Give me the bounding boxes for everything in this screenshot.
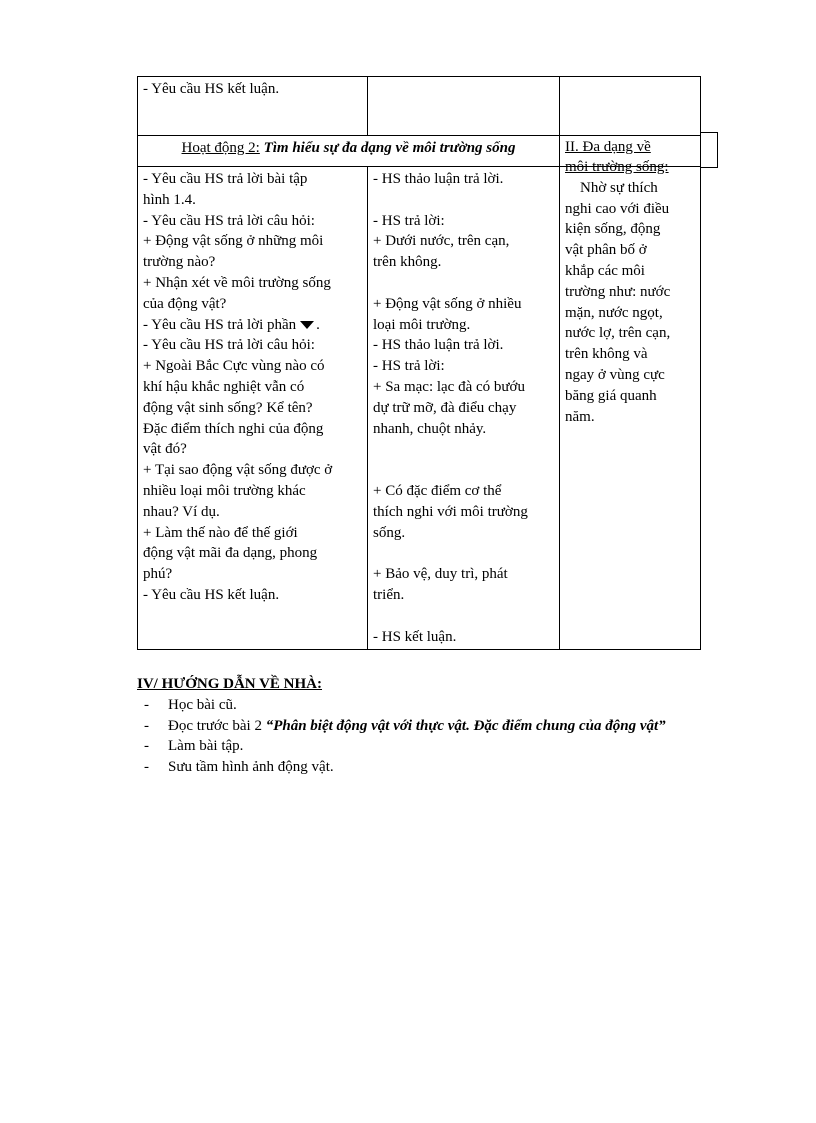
student-line: sống. (373, 524, 406, 541)
teacher-line: vật đó? (143, 441, 187, 458)
teacher-activities-cell (138, 167, 368, 650)
list-item (137, 695, 777, 716)
teacher-line: - Yêu cầu HS kết luận. (143, 586, 280, 603)
list-dash: - (144, 696, 149, 713)
student-line: trên không. (373, 254, 442, 271)
student-line: + Sa mạc: lạc đà có bướu (373, 378, 525, 395)
section-heading-line: II. Đa dạng về (565, 139, 651, 155)
teacher-cell-top (138, 77, 368, 136)
content-line: Nhờ sự thích (580, 179, 658, 196)
lesson-title-quote: “Phân biệt động vật với thực vật. Đặc điểm chung của động vật” (265, 717, 666, 734)
teacher-line: + Ngoài Bắc Cực vùng nào có (143, 358, 325, 375)
list-item (137, 757, 777, 778)
table-edge-box (700, 132, 718, 168)
list-dash: - (144, 717, 149, 734)
teacher-conclusion-text: - Yêu cầu HS kết luận. (143, 81, 280, 97)
student-line: + Bảo vệ, duy trì, phát (373, 566, 508, 583)
content-line: băng giá quanh (565, 387, 657, 404)
lesson-table (137, 76, 701, 650)
student-line: nhanh, chuột nhảy. (373, 420, 487, 437)
table-row (138, 167, 701, 650)
list-item-text: Học bài cũ. (168, 696, 237, 713)
teacher-line: + Làm thế nào để thế giới (143, 524, 298, 541)
student-line (373, 190, 554, 211)
student-line: dự trữ mỡ, đà điểu chạy (373, 399, 517, 416)
teacher-line: động vật sinh sống? Kể tên? (143, 399, 313, 416)
content-line: ngay ở vùng cực (565, 366, 665, 383)
list-dash: - (144, 738, 149, 755)
student-activities-cell (368, 167, 560, 650)
student-line: + Dưới nước, trên cạn, (373, 233, 510, 250)
teacher-line-suffix: . (316, 316, 320, 333)
homework-section (137, 674, 777, 778)
content-line: mặn, nước ngọt, (565, 304, 663, 321)
teacher-line-with-symbol (143, 315, 362, 336)
activity-header-cell (138, 136, 560, 167)
homework-list (137, 695, 777, 778)
student-line (373, 439, 554, 460)
teacher-line: nhiều loại môi trường khác (143, 482, 306, 499)
content-cell-top (560, 77, 701, 136)
lesson-content-cell (560, 159, 701, 650)
teacher-line: + Động vật sống ở những môi (143, 233, 324, 250)
student-line: + Có đặc điểm cơ thể (373, 482, 502, 499)
student-line: loại môi trường. (373, 316, 471, 333)
teacher-line: - Yêu cầu HS trả lời câu hỏi: (143, 337, 315, 354)
teacher-line: trường nào? (143, 254, 216, 271)
table-row (138, 77, 701, 136)
list-item-text: Làm bài tập. (168, 738, 244, 755)
teacher-line: động vật mãi đa dạng, phong (143, 545, 318, 562)
content-line: nghi cao với điều (565, 200, 670, 217)
teacher-line: hình 1.4. (143, 191, 196, 208)
teacher-line: Đặc điểm thích nghi của động (143, 420, 324, 437)
list-item-text: Đọc trước bài 2 (168, 717, 266, 734)
teacher-line: + Nhận xét về môi trường sống (143, 274, 331, 291)
content-line: trên không và (565, 346, 648, 363)
student-line: thích nghi với môi trường (373, 503, 528, 520)
teacher-line: của động vật? (143, 295, 227, 312)
activity-title: Tìm hiểu sự đa dạng về môi trường sống (263, 140, 516, 156)
student-line: + Động vật sống ở nhiều (373, 295, 522, 312)
student-line: - HS thảo luận trả lời. (373, 337, 504, 354)
section-heading-line: môi trường sống: (565, 159, 669, 175)
student-line: - HS kết luận. (373, 628, 457, 645)
list-item-text: Sưu tầm hình ảnh động vật. (168, 759, 334, 776)
student-line (373, 606, 554, 627)
student-line: - HS trả lời: (373, 358, 445, 375)
student-line (373, 543, 554, 564)
student-cell-top (368, 77, 560, 136)
teacher-line: - Yêu cầu HS trả lời bài tập (143, 171, 308, 187)
student-line: triển. (373, 586, 405, 603)
student-line (373, 460, 554, 481)
list-item (137, 736, 777, 757)
teacher-line: nhau? Ví dụ. (143, 503, 220, 520)
content-line: trường như: nước (565, 283, 671, 300)
student-line: - HS thảo luận trả lời. (373, 171, 504, 187)
teacher-line: khí hậu khắc nghiệt vẫn có (143, 378, 305, 395)
teacher-line-text: - Yêu cầu HS trả lời phần (143, 316, 297, 333)
homework-title: IV/ HƯỚNG DẪN VỀ NHÀ: (137, 676, 323, 692)
teacher-line: phú? (143, 566, 173, 583)
content-line: vật phân bố ở (565, 242, 647, 259)
list-dash: - (144, 759, 149, 776)
content-line: khắp các môi (565, 262, 645, 279)
triangle-down-icon (300, 321, 314, 329)
list-item (137, 716, 777, 737)
student-line: - HS trả lời: (373, 212, 445, 229)
content-line: năm. (565, 408, 595, 425)
teacher-line: - Yêu cầu HS trả lời câu hỏi: (143, 212, 315, 229)
content-line: nước lợ, trên cạn, (565, 325, 671, 342)
teacher-line: + Tại sao động vật sống được ở (143, 462, 333, 479)
activity-label: Hoạt động 2: (181, 140, 260, 156)
student-line (373, 273, 554, 294)
content-line: kiện sống, động (565, 221, 661, 238)
